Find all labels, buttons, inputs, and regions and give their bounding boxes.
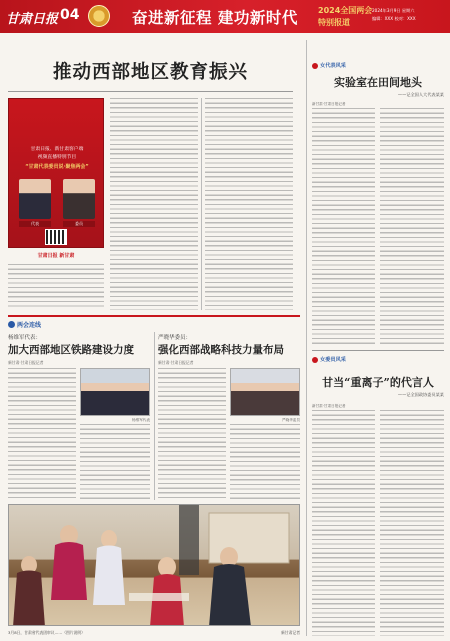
women2-headline: 甘当“重离子”的代言人 <box>322 376 434 389</box>
story3-headline: 强化西部战略科技力量布局 <box>158 344 284 356</box>
emblem-icon <box>88 5 110 27</box>
women1-headline: 实验室在田间地头 <box>334 76 422 89</box>
story3-photo-caption: 严晓华委员 <box>282 418 300 422</box>
story2-photo-caption: 杨维军代表 <box>132 418 150 422</box>
promo-person-photo <box>63 179 95 219</box>
story2-headline: 加大西部地区铁路建设力度 <box>8 344 134 356</box>
bottom-photo-credit: 新甘肃记者 <box>281 630 300 635</box>
right-column <box>312 38 444 638</box>
women2-byline: 新甘肃·甘肃日报记者 <box>312 404 346 408</box>
masthead <box>0 0 450 33</box>
promo-person-label: 委员 <box>63 221 95 227</box>
women1-body-col2 <box>380 108 444 346</box>
bottom-photo <box>8 504 300 626</box>
meeting-scene <box>9 505 300 626</box>
section-label-text: 两会连线 <box>17 321 42 329</box>
editor-line: 编辑：XXX 校对：XXX <box>372 16 416 21</box>
slogan: 奋进新征程 建功新时代 <box>132 9 298 27</box>
promo-person-photo <box>19 179 51 219</box>
bottom-photo-caption: 3月8日，甘肃省代表团审议……（图片说明） <box>8 630 85 635</box>
section-label <box>8 318 41 330</box>
section-dot-icon <box>312 63 318 69</box>
special-report-line1: 2024全国两会 <box>318 6 373 15</box>
story2-photo <box>80 368 150 416</box>
story3-body-col1 <box>158 368 226 500</box>
lead-body-col0 <box>8 264 104 310</box>
lead-body-col2 <box>205 98 293 310</box>
special-report-line2: 特别报道 <box>318 18 350 27</box>
story2-body-col1 <box>8 368 76 500</box>
story2-body-col2 <box>80 424 150 500</box>
section-dot-icon <box>312 357 318 363</box>
promo-title-1: 甘肃日报、新甘肃客户端 <box>30 147 84 152</box>
story3-body-col2 <box>230 424 300 500</box>
page-number: 04 <box>60 7 80 23</box>
women2-body-col1 <box>312 410 375 636</box>
paper-name: 甘肃日报 <box>6 12 59 27</box>
story2-kicker: 杨维军代表： <box>8 335 42 341</box>
qr-code-icon[interactable] <box>45 229 67 245</box>
section-dot-icon <box>8 321 15 328</box>
women1-byline: 新甘肃·甘肃日报记者 <box>312 102 346 106</box>
women2-body-col2 <box>380 410 444 636</box>
lead-headline: 推动西部地区教育振兴 <box>52 62 248 83</box>
women2-subhead: ——记全国政协委员某某 <box>397 392 444 397</box>
story3-byline: 新甘肃·甘肃日报记者 <box>158 360 194 365</box>
story3-kicker: 严晓华委员： <box>158 335 192 341</box>
section-tag-text: 女委员风采 <box>320 357 346 363</box>
section-tag <box>312 356 346 363</box>
promo-title-2: 视频直播特别节目 <box>37 155 77 160</box>
live-stream-promo[interactable] <box>8 98 104 248</box>
main-column <box>8 38 308 638</box>
promo-person-label: 代表 <box>19 221 51 227</box>
promo-title-3: “甘肃代表委员说·聚焦两会” <box>25 164 89 170</box>
section-tag <box>312 62 346 69</box>
women1-subhead: ——记全国人大代表某某 <box>397 92 444 97</box>
lead-body-col1 <box>110 98 198 310</box>
story2-byline: 新甘肃·甘肃日报记者 <box>8 360 44 365</box>
section-tag-text: 女代表风采 <box>320 63 346 69</box>
story3-photo <box>230 368 300 416</box>
promo-footer: 甘肃日报 新甘肃 <box>37 253 75 259</box>
date-line: 2024年3月9日 星期六 <box>372 8 415 13</box>
women1-body-col1 <box>312 108 375 346</box>
